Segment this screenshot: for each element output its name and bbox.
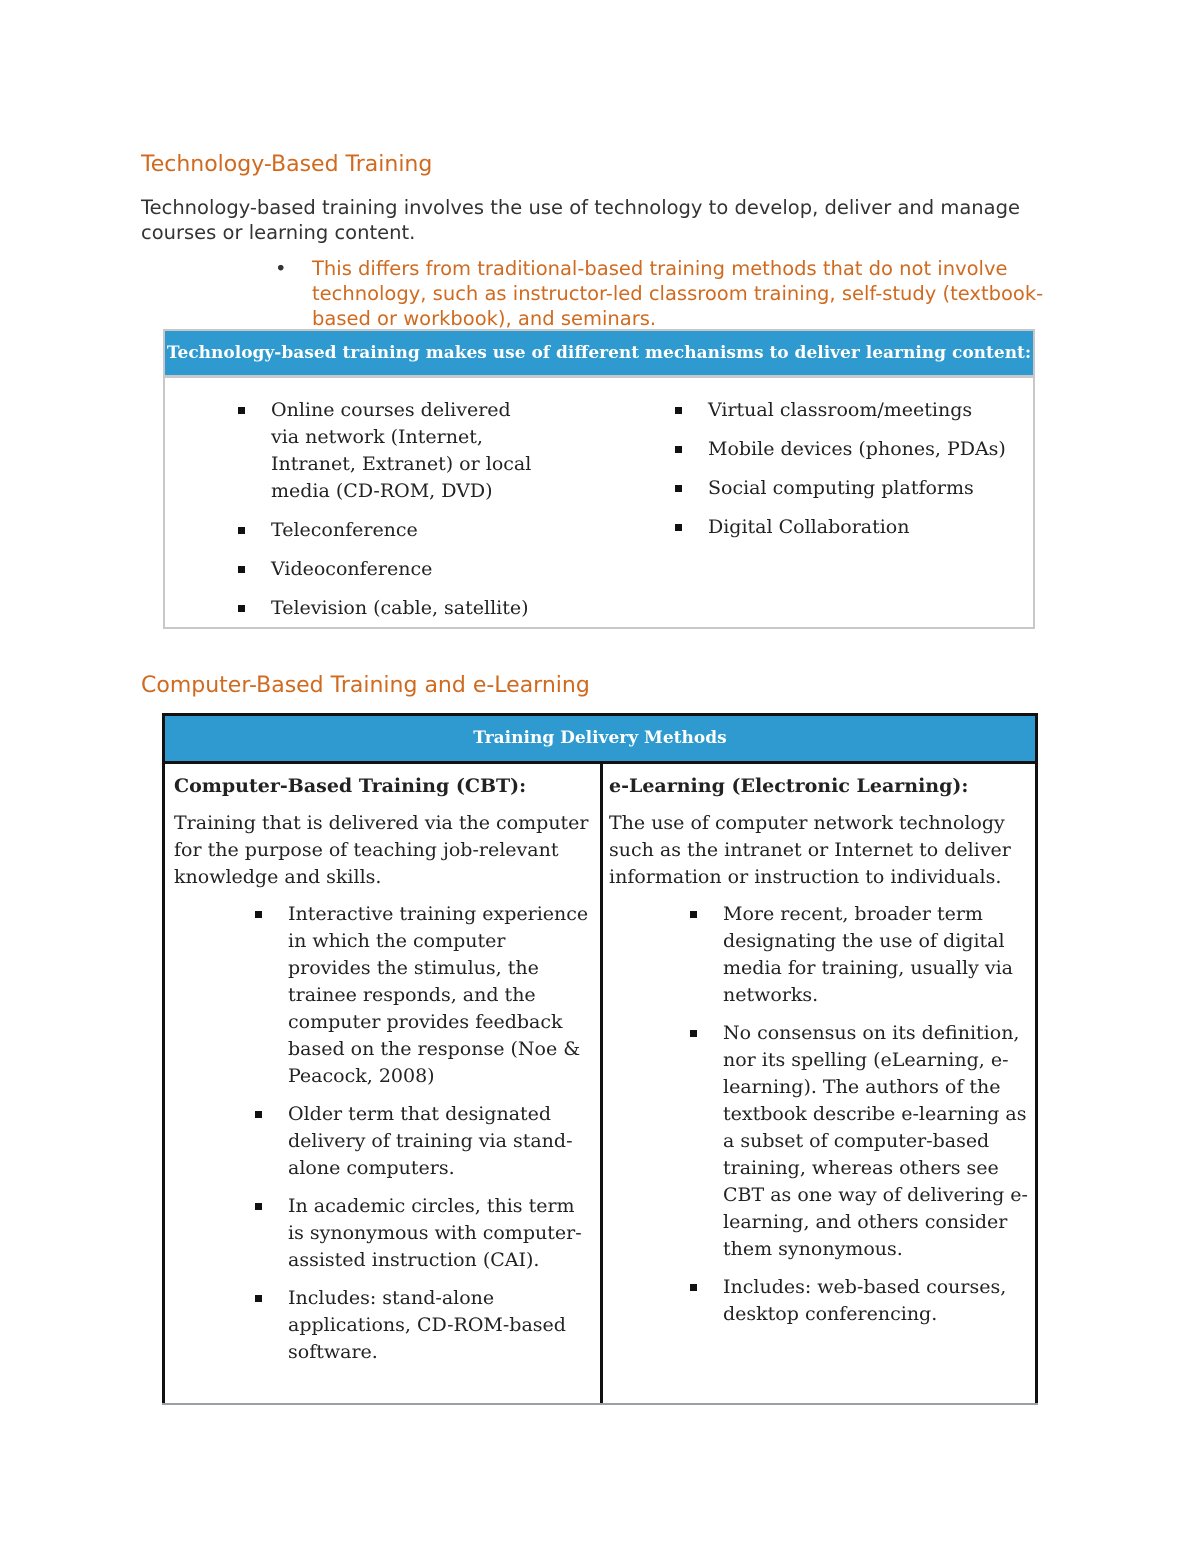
- list-item: [723, 1020, 1029, 1263]
- mechanisms-left-column: [236, 397, 536, 634]
- mechanisms-box-header: Technology-based training makes use of different mechanisms to deliver learning content:: [165, 331, 1033, 378]
- square-bullet-icon: [255, 911, 262, 918]
- square-bullet-icon: [675, 485, 682, 492]
- square-bullet-icon: [255, 1295, 262, 1302]
- list-item: [723, 901, 1029, 1009]
- cbt-description: Training that is delivered via the computer for the purpose of teaching job-relevant knowledge and skills.: [174, 812, 589, 888]
- list-item: [236, 517, 536, 544]
- list-item-text: Online courses delivered via network (Internet, Intranet, Extranet) or local media (CD-ROM, DVD): [271, 399, 532, 502]
- square-bullet-icon: [675, 524, 682, 531]
- intro-bullet-text: This differs from traditional-based training methods that do not involve technology, such as instructor-led classroom training, self-study (textbook-based or workbook), and seminars.: [312, 257, 1044, 330]
- list-item: [236, 595, 536, 622]
- list-item: [673, 475, 1018, 502]
- list-item-text: Mobile devices (phones, PDAs): [708, 438, 1006, 460]
- intro-paragraph: Technology-based training involves the use of technology to develop, deliver and manage courses or learning content.: [141, 196, 1020, 244]
- mechanisms-right-column: [673, 397, 1018, 553]
- list-item: [288, 1193, 594, 1274]
- list-item-text: Digital Collaboration: [708, 516, 910, 538]
- list-item-text: Videoconference: [271, 558, 433, 580]
- elearning-description: The use of computer network technology such as the intranet or Internet to deliver information or instruction to individuals.: [609, 812, 1011, 888]
- list-item-text: In academic circles, this term is synonymous with computer-assisted instruction (CAI).: [288, 1195, 582, 1271]
- column-divider: [600, 764, 603, 1405]
- list-item: [288, 1101, 594, 1182]
- bullet-marker: •: [275, 257, 287, 280]
- elearning-bullets: [609, 901, 1029, 1328]
- square-bullet-icon: [255, 1203, 262, 1210]
- list-item-text: Includes: web-based courses, desktop conferencing.: [723, 1276, 1007, 1325]
- cbt-cell: [174, 772, 594, 1377]
- list-item-text: Social computing platforms: [708, 477, 974, 499]
- cbt-bullets: [174, 901, 594, 1366]
- square-bullet-icon: [675, 407, 682, 414]
- square-bullet-icon: [690, 911, 697, 918]
- list-item-text: Interactive training experience in which the computer provides the stimulus, the trainee responds, and the computer provides feedback based on the response (Noe & Peacock, 2008): [288, 903, 589, 1087]
- square-bullet-icon: [255, 1111, 262, 1118]
- square-bullet-icon: [238, 527, 245, 534]
- list-item: [236, 397, 536, 505]
- list-item-text: Includes: stand-alone applications, CD-ROM-based software.: [288, 1287, 566, 1363]
- elearning-cell: [609, 772, 1029, 1339]
- list-item-text: Virtual classroom/meetings: [708, 399, 973, 421]
- table-bottom-border: [162, 1403, 1038, 1405]
- square-bullet-icon: [690, 1030, 697, 1037]
- cbt-title: Computer-Based Training (CBT):: [174, 775, 527, 797]
- list-item-text: Older term that designated delivery of training via stand-alone computers.: [288, 1103, 573, 1179]
- mechanisms-box: [163, 329, 1035, 629]
- square-bullet-icon: [238, 566, 245, 573]
- list-item: [673, 514, 1018, 541]
- list-item: [288, 901, 594, 1090]
- list-item-text: Television (cable, satellite): [271, 597, 529, 619]
- list-item: [673, 436, 1018, 463]
- list-item: [723, 1274, 1029, 1328]
- square-bullet-icon: [690, 1284, 697, 1291]
- list-item-text: No consensus on its definition, nor its spelling (eLearning, e-learning). The authors of the textbook describe e-learning as a subset of computer-based training, whereas others see CBT as one way of delivering e-learning, and others consider them synonymous.: [723, 1022, 1028, 1260]
- square-bullet-icon: [238, 605, 245, 612]
- delivery-methods-header: Training Delivery Methods: [165, 716, 1035, 764]
- list-item: [288, 1285, 594, 1366]
- list-item-text: Teleconference: [271, 519, 418, 541]
- square-bullet-icon: [675, 446, 682, 453]
- list-item: [673, 397, 1018, 424]
- section-heading-cbt-elearning: Computer-Based Training and e-Learning: [141, 673, 590, 698]
- intro-bullet: [275, 256, 1065, 331]
- list-item: [236, 556, 536, 583]
- section-heading-technology-based-training: Technology-Based Training: [141, 152, 433, 177]
- delivery-methods-table: [162, 713, 1038, 1405]
- elearning-title: e-Learning (Electronic Learning):: [609, 775, 969, 797]
- square-bullet-icon: [238, 407, 245, 414]
- list-item-text: More recent, broader term designating the use of digital media for training, usually via networks.: [723, 903, 1013, 1006]
